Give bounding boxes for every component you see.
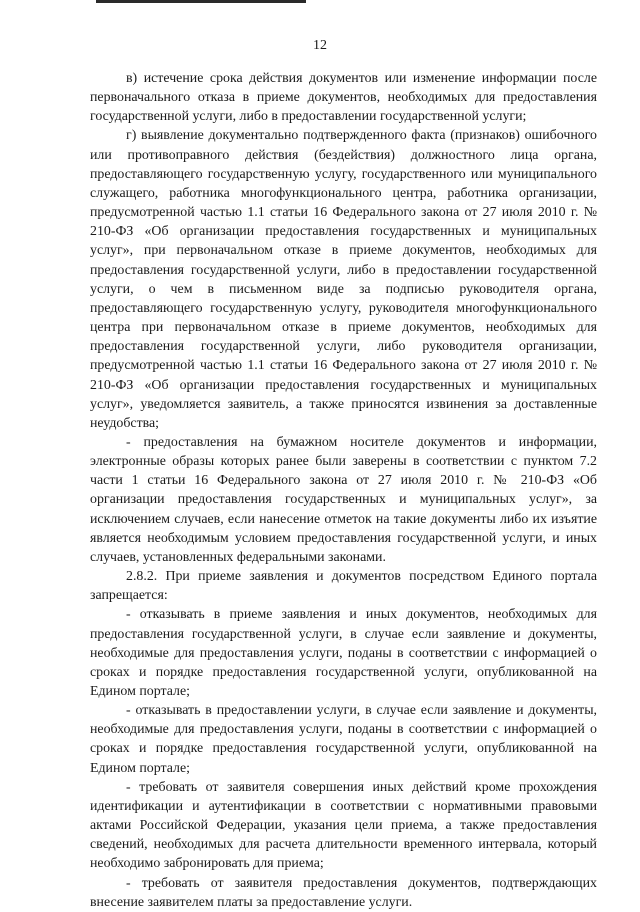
paragraph-paper-documents: - предоставления на бумажном носителе документов и информации, электронные образы которых ранее были заверены в соответствии с пунктом 7.2 части 1 статьи 16 Федерального закона от 27 июля 2010 г. № 210-ФЗ «Об организации предоставления государственных и муниципальных услуг», за исключением случаев, если нанесение отметок на такие документы либо их изъятие является необходимым условием предоставления государственной услуги, и иных случаев, установленных федеральными законами. [90, 434, 597, 565]
page-number: 12 [313, 38, 327, 53]
paragraph-g-erroneous-action: г) выявление документально подтвержденного факта (признаков) ошибочного или противоправного действия (бездействия) должностного лица органа, предоставляющего государственную услугу, государственного или муниципального служащего, работника многофункционального центра, работника организации, предусмотренной частью 1.1 статьи 16 Федерального закона от 27 июля 2010 г. № 210-ФЗ «Об организации предоставления государственных и муниципальных услуг», при первоначальном отказе в приеме документов, необходимых для предоставления государственной услуги, либо в предоставлении государственной услуги, о чем в письменном виде за подписью руководителя органа, предоставляющего государственную услугу, руководителя многофункционального центра при первоначальном отказе в приеме документов, необходимых для предоставления государственной услуги, либо руководителя организации, предусмотренной частью 1.1 статьи 16 Федерального закона от 27 июля 2010 г. № 210-ФЗ «Об организации предоставления государственных и муниципальных услуг», уведомляется заявитель, а также приносятся извинения за доставленные неудобства; [90, 128, 597, 431]
paragraph-v-document-expiry: в) истечение срока действия документов или изменение информации после первоначального отказа в приеме документов, необходимых для предоставления государственной услуги, либо в предоставлении государственной услуги; [90, 71, 597, 125]
paragraph-require-actions: - требовать от заявителя совершения иных действий кроме прохождения идентификации и аутентификации в соответствии с нормативными правовыми актами Российской Федерации, указания цели приема, а также предоставления сведений, необходимых для расчета длительности временного интервала, который необходимо забронировать для приема; [90, 779, 597, 872]
paragraph-require-payment-proof: - требовать от заявителя предоставления документов, подтверждающих внесение заявителем платы за предоставление услуги. [90, 875, 597, 910]
paragraph-refuse-service: - отказывать в предоставлении услуги, в случае если заявление и документы, необходимые для предоставления услуги, поданы в соответствии с информацией о сроках и порядке предоставления государственной услуги, опубликованной на Едином портале; [90, 703, 597, 776]
top-edge-rule [96, 0, 306, 3]
paragraph-refuse-acceptance: - отказывать в приеме заявления и иных документов, необходимых для предоставления государственной услуги, в случае если заявление и документы, необходимые для предоставления услуги, поданы в соответствии с информацией о сроках и порядке предоставления государственной услуги, опубликованной на Едином портале; [90, 607, 597, 699]
paragraph-2-8-2-heading: 2.8.2. При приеме заявления и документов посредством Единого портала запрещается: [90, 569, 597, 604]
document-body [90, 69, 597, 912]
